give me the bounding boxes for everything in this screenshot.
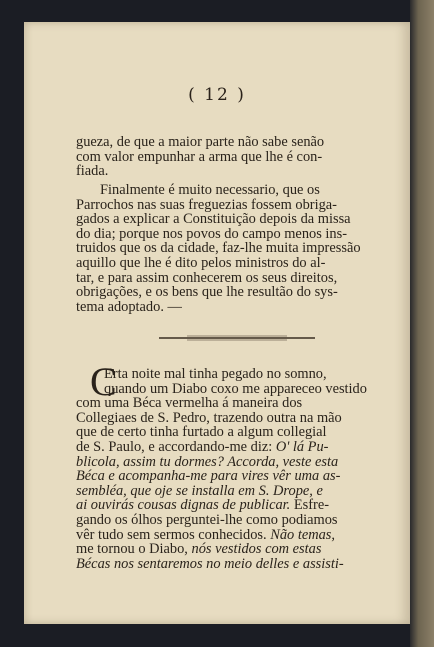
text-line: [76, 440, 382, 455]
roman-text: gando os ólhos perguntei-lhe como podiamos: [76, 511, 338, 528]
text-line: [76, 425, 382, 440]
section-divider-rule: [157, 334, 317, 342]
roman-text: me tornou o Diabo,: [76, 541, 192, 558]
paragraph-1: [76, 135, 382, 179]
roman-text: com uma Béca vermelha á maneira dos: [76, 395, 303, 412]
text-line: [76, 498, 382, 513]
text-line: [76, 367, 382, 382]
italic-text: ai ouvirás cousas dignas de publicar.: [76, 497, 291, 514]
text-line: obrigações, e os bens que lhe resultão do sys-: [76, 284, 338, 301]
italic-text: Béca e acompanha-me para vires vêr uma as-: [76, 468, 341, 485]
text-line: fiada.: [76, 163, 109, 180]
text-line: do dia; porque nos povos do campo menos ins-: [76, 225, 347, 242]
paragraph-2: [76, 183, 382, 314]
text-line: [76, 513, 382, 528]
text-line: [76, 411, 382, 426]
paragraph-3: [76, 367, 382, 571]
italic-text: Bécas nos sentaremos no meio delles e assisti-: [76, 555, 344, 572]
roman-text: de S. Paulo, e accordando-me diz:: [76, 438, 276, 455]
text-line: aquillo que lhe é dito pelos ministros do al-: [76, 254, 326, 271]
italic-text: blicola, assim tu dormes? Accorda, veste esta: [76, 453, 339, 470]
text-line: gueza, de que a maior parte não sabe senão: [76, 134, 325, 150]
text-line: [76, 484, 382, 499]
text-line: Parrochos nas suas freguezias fossem obriga-: [76, 196, 337, 213]
italic-text: O' lá Pu-: [275, 438, 329, 455]
italic-text: nós vestidos com estas: [191, 541, 322, 558]
text-line: Finalmente é muito necessario, que os: [100, 182, 320, 198]
text-line: truidos que os da cidade, faz-lhe muita impressão: [76, 240, 361, 257]
italic-text: sembléa, que oje se installa em S. Drope, e: [76, 482, 323, 499]
roman-text: Collegiaes de S. Pedro, trazendo outra na mão: [76, 409, 342, 426]
text-line: [76, 528, 382, 543]
text-line: [76, 542, 382, 557]
roman-text: quando um Diabo coxo me appareceo vestido: [104, 380, 367, 397]
text-line: com valor empunhar a arma que lhe é con-: [76, 148, 323, 165]
book-page: [24, 22, 410, 624]
roman-text: vêr tudo sem sermos conhecidos.: [76, 526, 271, 543]
text-line: tema adoptado. —: [76, 298, 182, 315]
text-line: [76, 469, 382, 484]
text-line: [76, 557, 382, 572]
drop-cap: C: [90, 359, 117, 404]
adjacent-page-edge: [410, 0, 434, 647]
roman-text: Erta noite mal tinha pegado no somno,: [104, 366, 327, 382]
page-number: ( 12 ): [188, 85, 246, 105]
text-line: tar, e para assim conhecerem os seus direitos,: [76, 269, 338, 286]
italic-text: Não temas,: [270, 526, 335, 543]
text-line: [76, 455, 382, 470]
roman-text: Esfre-: [290, 497, 330, 514]
text-line: [76, 382, 382, 397]
text-line: [76, 396, 382, 411]
roman-text: que de certo tinha furtado a algum collegial: [76, 424, 327, 441]
text-line: gados a explicar a Constituição depois da missa: [76, 211, 351, 228]
